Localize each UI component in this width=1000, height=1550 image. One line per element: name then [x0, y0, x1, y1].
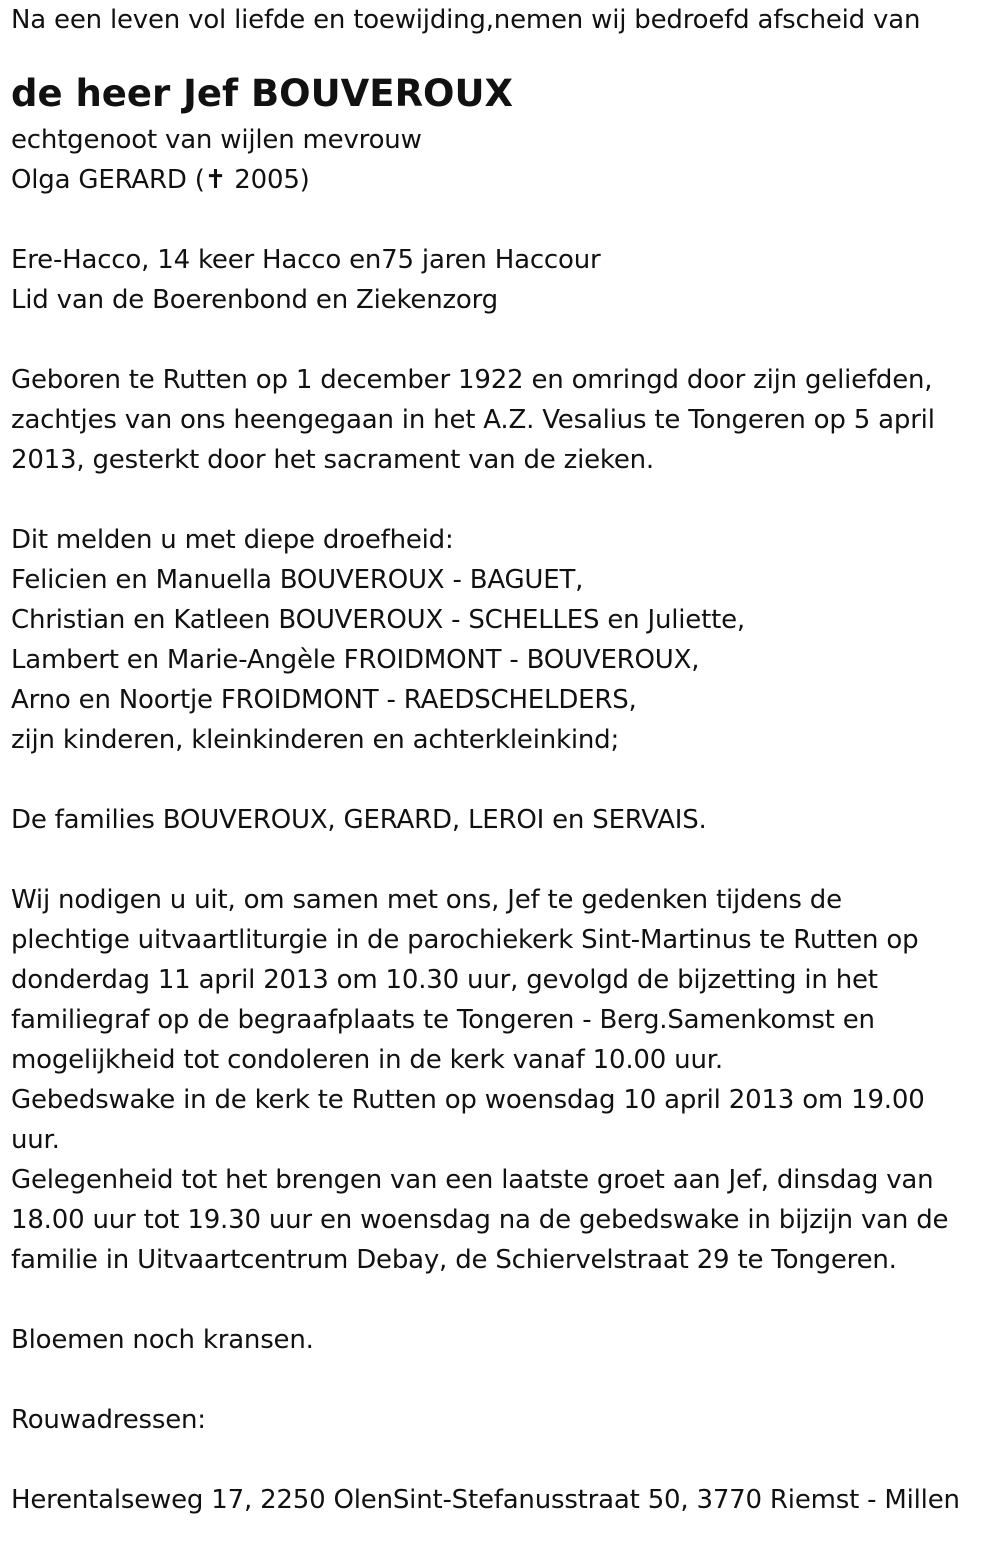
ceremony-line: Gebedswake in de kerk te Rutten op woensdag 10 april 2013 om 19.00 — [11, 1085, 925, 1115]
addresses-line: Herentalseweg 17, 2250 OlenSint-Stefanusstraat 50, 3770 Riemst - Millen — [11, 1485, 960, 1515]
birth-death-line: 2013, gesterkt door het sacrament van de zieken. — [11, 445, 654, 475]
ceremony-line: 18.00 uur tot 19.30 uur en woensdag na de gebedswake in bijzijn van de — [11, 1205, 949, 1235]
honor-line: Lid van de Boerenbond en Ziekenzorg — [11, 285, 498, 315]
ceremony-line: mogelijkheid tot condoleren in de kerk vanaf 10.00 uur. — [11, 1045, 723, 1075]
family-line: Felicien en Manuella BOUVEROUX - BAGUET, — [11, 565, 584, 595]
deceased-name: de heer Jef BOUVEROUX — [11, 72, 514, 115]
spouse-line-1: echtgenoot van wijlen mevrouw — [11, 125, 422, 155]
flowers-note: Bloemen noch kransen. — [11, 1325, 314, 1355]
birth-death-line: Geboren te Rutten op 1 december 1922 en omringd door zijn geliefden, — [11, 365, 933, 395]
family-line: zijn kinderen, kleinkinderen en achterkleinkind; — [11, 725, 620, 755]
honor-line: Ere-Hacco, 14 keer Hacco en75 jaren Haccour — [11, 245, 601, 275]
ceremony-line: uur. — [11, 1125, 60, 1155]
addresses-label: Rouwadressen: — [11, 1405, 206, 1435]
death-notice — [11, 0, 991, 1520]
family-line: Dit melden u met diepe droefheid: — [11, 525, 454, 555]
birth-death-line: zachtjes van ons heengegaan in het A.Z. Vesalius te Tongeren op 5 april — [11, 405, 935, 435]
ceremony-line: familiegraf op de begraafplaats te Tongeren - Berg.Samenkomst en — [11, 1005, 875, 1035]
ceremony-line: plechtige uitvaartliturgie in de parochiekerk Sint-Martinus te Rutten op — [11, 925, 919, 955]
spouse-line-2: Olga GERARD (✝ 2005) — [11, 165, 310, 195]
intro-text: Na een leven vol liefde en toewijding,nemen wij bedroefd afscheid van — [11, 5, 921, 35]
ceremony-line: familie in Uitvaartcentrum Debay, de Schiervelstraat 29 te Tongeren. — [11, 1245, 897, 1275]
ceremony-line: donderdag 11 april 2013 om 10.30 uur, gevolgd de bijzetting in het — [11, 965, 878, 995]
family-line: Christian en Katleen BOUVEROUX - SCHELLES en Juliette, — [11, 605, 745, 635]
ceremony-line: Gelegenheid tot het brengen van een laatste groet aan Jef, dinsdag van — [11, 1165, 934, 1195]
families-line: De families BOUVEROUX, GERARD, LEROI en SERVAIS. — [11, 805, 707, 835]
family-line: Arno en Noortje FROIDMONT - RAEDSCHELDERS, — [11, 685, 637, 715]
family-line: Lambert en Marie-Angèle FROIDMONT - BOUVEROUX, — [11, 645, 700, 675]
ceremony-line: Wij nodigen u uit, om samen met ons, Jef te gedenken tijdens de — [11, 885, 842, 915]
